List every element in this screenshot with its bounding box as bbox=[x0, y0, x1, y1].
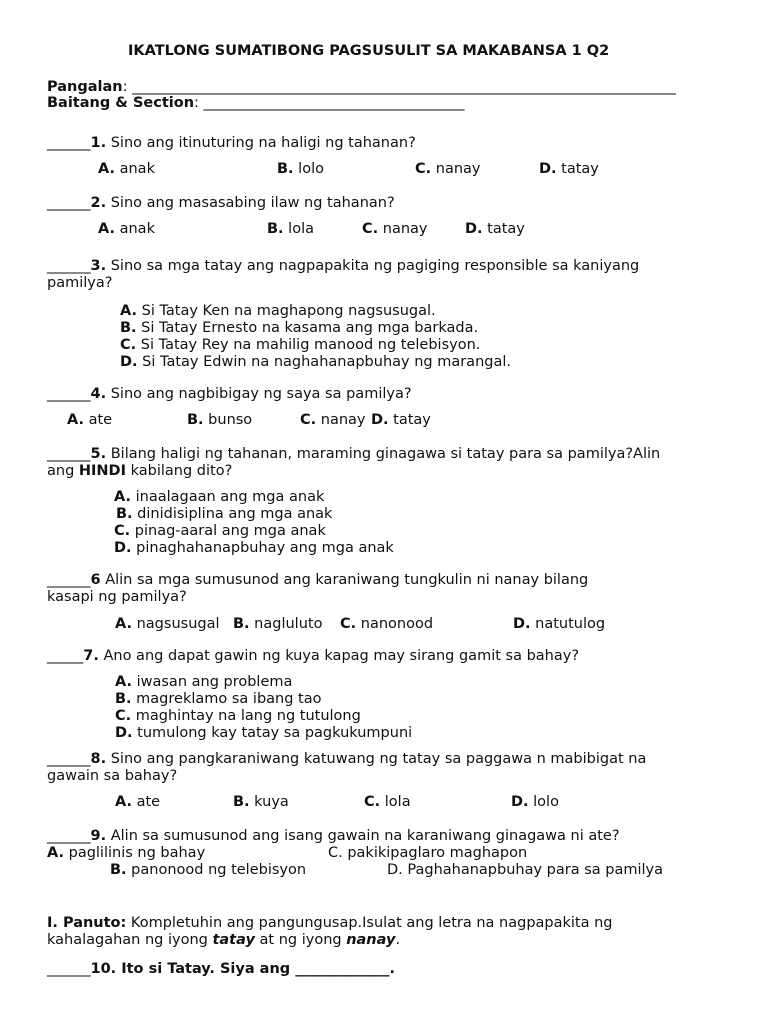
section-label: Baitang & Section bbox=[47, 95, 195, 111]
question-7 bbox=[47, 648, 579, 665]
page-title: IKATLONG SUMATIBONG PAGSUSULIT SA MAKABANSA 1 Q2 bbox=[128, 43, 610, 59]
question-number: 2. bbox=[90, 195, 107, 211]
option-a: A. anak bbox=[98, 221, 155, 237]
option-d: D. tatay bbox=[465, 221, 525, 237]
question-10 bbox=[47, 961, 395, 978]
question-5 bbox=[47, 446, 660, 463]
answer-blank[interactable]: ______ bbox=[47, 751, 91, 767]
section-blank-line[interactable]: : ____________________________________ bbox=[194, 95, 465, 111]
instructions-cont: kahalagahan ng iyong tatay at ng iyong nanay. bbox=[47, 932, 401, 948]
question-text: Alin sa mga sumusunod ang karaniwang tungkulin ni nanay bilang bbox=[100, 572, 589, 588]
question-text: Alin sa sumusunod ang isang gawain na karaniwang ginagawa ni ate? bbox=[106, 828, 620, 844]
option-c: C. nanay bbox=[362, 221, 428, 237]
question-text: Sino ang itinuturing na haligi ng tahanan? bbox=[106, 135, 416, 151]
option-b: B. kuya bbox=[233, 794, 289, 810]
question-text-cont: pamilya? bbox=[47, 275, 113, 291]
question-text: Sino ang pangkaraniwang katuwang ng tatay sa paggawa n mabibigat na bbox=[106, 751, 647, 767]
option-d: D. tumulong kay tatay sa pagkukumpuni bbox=[115, 725, 413, 741]
option-c: C. lola bbox=[364, 794, 411, 810]
option-b: B. Si Tatay Ernesto na kasama ang mga barkada. bbox=[120, 320, 479, 336]
option-c: C. nanay bbox=[415, 161, 481, 177]
option-a: A. ate bbox=[67, 412, 113, 428]
name-label: Pangalan bbox=[47, 79, 123, 95]
question-2 bbox=[47, 195, 395, 212]
answer-blank[interactable]: ______ bbox=[47, 961, 91, 977]
question-9 bbox=[47, 828, 620, 845]
answer-blank[interactable]: ______ bbox=[47, 195, 91, 211]
option-d: D. Paghahanapbuhay para sa pamilya bbox=[387, 862, 663, 878]
question-1 bbox=[47, 135, 416, 152]
option-a: A. inaalagaan ang mga anak bbox=[114, 489, 325, 505]
question-number: 1. bbox=[90, 135, 107, 151]
question-number: 3. bbox=[90, 258, 107, 274]
question-number: 5. bbox=[90, 446, 107, 462]
question-text: Ano ang dapat gawin ng kuya kapag may sirang gamit sa bahay? bbox=[98, 648, 580, 664]
answer-blank[interactable]: ______ bbox=[47, 386, 91, 402]
emphasis-tatay: tatay bbox=[212, 932, 255, 948]
option-c: C. Si Tatay Rey na mahilig manood ng telebisyon. bbox=[120, 337, 481, 353]
answer-blank[interactable]: _____ bbox=[47, 648, 84, 664]
question-text: Sino ang masasabing ilaw ng tahanan? bbox=[106, 195, 395, 211]
option-a: A. paglilinis ng bahay bbox=[47, 845, 206, 861]
option-d: D. tatay bbox=[371, 412, 431, 428]
emphasis-nanay: nanay bbox=[346, 932, 396, 948]
question-6 bbox=[47, 572, 588, 589]
instructions-label: I. Panuto: bbox=[47, 915, 127, 931]
option-a: A. anak bbox=[98, 161, 155, 177]
question-text: Sino sa mga tatay ang nagpapakita ng pagiging responsible sa kaniyang bbox=[106, 258, 640, 274]
option-c: C. maghintay na lang ng tutulong bbox=[115, 708, 361, 724]
option-b: B. lola bbox=[267, 221, 314, 237]
option-a: A. ate bbox=[115, 794, 161, 810]
option-d: D. tatay bbox=[539, 161, 599, 177]
question-number: 4. bbox=[90, 386, 107, 402]
section-row bbox=[47, 95, 465, 112]
instructions: I. Panuto: Kompletuhin ang pangungusap.Isulat ang letra na nagpapakita ng bbox=[47, 915, 613, 931]
option-d: D. natutulog bbox=[513, 616, 606, 632]
option-b: B. panonood ng telebisyon bbox=[110, 862, 307, 878]
question-number: 9. bbox=[90, 828, 107, 844]
question-4 bbox=[47, 386, 412, 403]
question-text: Bilang haligi ng tahanan, maraming ginagawa si tatay para sa pamilya?Alin bbox=[106, 446, 661, 462]
option-d: D. lolo bbox=[511, 794, 559, 810]
answer-blank[interactable]: ______ bbox=[47, 828, 91, 844]
question-3 bbox=[47, 258, 639, 275]
question-8 bbox=[47, 751, 646, 768]
option-b: B. lolo bbox=[277, 161, 324, 177]
name-blank-line[interactable]: : ___________________________________________________________________________ bbox=[122, 79, 676, 95]
answer-blank[interactable]: ______ bbox=[47, 258, 91, 274]
option-c: C. nanonood bbox=[340, 616, 434, 632]
option-c: C. pakikipaglaro maghapon bbox=[328, 845, 528, 861]
option-a: A. iwasan ang problema bbox=[115, 674, 293, 690]
name-row bbox=[47, 79, 676, 96]
question-text-cont: kasapi ng pamilya? bbox=[47, 589, 187, 605]
option-b: B. bunso bbox=[187, 412, 253, 428]
answer-blank[interactable]: ______ bbox=[47, 135, 91, 151]
emphasis-hindi: HINDI bbox=[78, 463, 126, 479]
option-a: A. Si Tatay Ken na maghapong nagsusugal. bbox=[120, 303, 436, 319]
option-c: C. pinag-aaral ang mga anak bbox=[114, 523, 326, 539]
question-number: 6 bbox=[90, 572, 101, 588]
option-d: D. pinaghahanapbuhay ang mga anak bbox=[114, 540, 394, 556]
answer-blank[interactable]: ______ bbox=[47, 446, 91, 462]
answer-blank[interactable]: ______ bbox=[47, 572, 91, 588]
option-d: D. Si Tatay Edwin na naghahanapbuhay ng marangal. bbox=[120, 354, 511, 370]
option-a: A. nagsusugal bbox=[115, 616, 220, 632]
option-b: B. nagluluto bbox=[233, 616, 323, 632]
option-b: B. magreklamo sa ibang tao bbox=[115, 691, 322, 707]
question-text-cont: gawain sa bahay? bbox=[47, 768, 178, 784]
question-number: 8. bbox=[90, 751, 107, 767]
option-b: B. dinidisiplina ang mga anak bbox=[116, 506, 333, 522]
question-text-cont: ang HINDI kabilang dito? bbox=[47, 463, 233, 479]
question-number: 7. bbox=[83, 648, 99, 664]
question-text: Sino ang nagbibigay ng saya sa pamilya? bbox=[106, 386, 412, 402]
question-text: 10. Ito si Tatay. Siya ang _____________. bbox=[90, 961, 395, 977]
option-c: C. nanay bbox=[300, 412, 366, 428]
